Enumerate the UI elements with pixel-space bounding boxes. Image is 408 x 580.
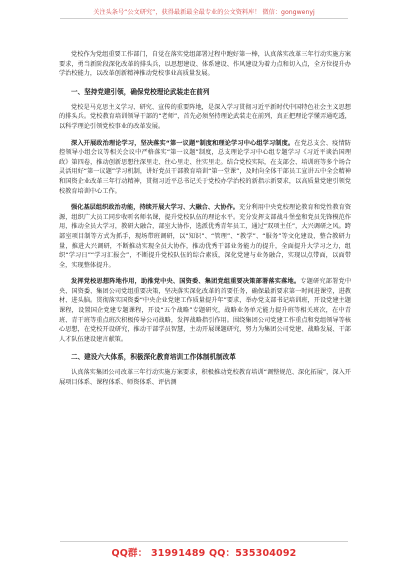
paragraph-reform: 认真落实集团公司改革三年行动实施方案要求，积极推动党校教育培训“调整规范、深化拓展”，深入开展项目体系、课程体系、师资体系、评估测 xyxy=(59,369,351,387)
document-body xyxy=(59,50,351,395)
paragraph-grassroots xyxy=(59,203,351,270)
footer-divider xyxy=(60,541,348,542)
paragraph-intro: 党校作为党组重要工作部门，自觉在落实党组部署过程中跑好第一棒，认真落实改革三年行动实施方案要求，勇当新阶段深化改革的排头兵，以思想建设、体系建设、作风建设为着力点和切入点，全方位提升办学治校能力，以改革创新精神推动党校事业高质量发展。 xyxy=(59,51,351,78)
paragraph-party-school: 党校是马克思主义学习、研究、宣传的重要阵地，是深入学习贯彻习近平新时代中国特色社会主义思想的排头兵。党校教育培训领导干部的“老师”，首先必须坚持理论武装走在前列，真正把理论学懂弄通吃透，以科学理论引领党校事业的改革发展。 xyxy=(59,103,351,130)
paragraph-ideology-front xyxy=(59,277,351,344)
paragraph-grassroots-lead: 强化基层组织政治功能，持续开展大学习、大融合、大协作。 xyxy=(71,204,240,212)
section-heading-1: 一、坚持党建引领，确保党校理论武装走在前列 xyxy=(71,87,210,96)
header-divider xyxy=(60,18,348,19)
paragraph-ideology-front-text: 专题研究部署党中央、国资委、集团公司党组重要决策，坚决落实深化改革的首要任务，确保最新要求第一时间进课堂，进教材、进头脑。贯彻落实国资委“中央企业党建工作质量提升年”要求，举办党支部书记培训班，开设党建主题课程，设置国企党建专题课程，开设“五个战略”专题研究，战略业务单元能力提升班等相关班次，在中青班、青干班等重点班次积极传导公司战略，发挥战略指引作用。围绕集团公司党建工作重点和党组领导等核心思想，在党校开设研究，推动干部学员智慧，主动开展课题研究，努力为集团公司党建、战略发展、干部人才队伍建设建言献策。 xyxy=(59,278,352,343)
paragraph-grassroots-text: 充分利用中央党校理论教育和党性教育资源，组织广大员工同步收听名师名课，提升党校队伍的理论水平。充分发挥支部战斗堡垒和党员先锋模范作用，推动全员大学习，教研大融合，部室大协作，选派优秀青年员工，通过“双项主任”，大兴调研之风。跨部室项目制等方式为抓手，现场带班调研，以“知识”、“管理”、“教学”、“服务”等文化建设，整合教研力量，推进大兴调研，不断推动实现全员大协作，推动优秀干部业务能力的提升，全面提升大学习之力，组织“学习日”“学习汇报会”，不断提升党校队伍的综合素质，深化党建与业务融合，实现以点带面，以面带全，实现整体提升。 xyxy=(59,204,352,269)
paragraph-theory-study-text: 在党总支会、疫情防控领导小组会议等相关会议中严格落实“第一议题”制度，总支理论学习中心组专题学习《习近平谈治国理政》第四卷，推动创新思想往深里走、往心里走、往实里走。结合党校实际，在支部会、培训班等多个场合灵活用好“第一议题”学习机制，讲好党员干部教育培训“第一堂课”，及时向全体干部员工宣讲五中全会精神和国资企业改革三年行动精神，贯彻习近平总书记关于党校办学治校的新指示新要求，以高质量党建引领党校教育培训中心工作。 xyxy=(59,139,351,195)
paragraph-theory-study-lead: 深入开展政治理论学习，坚决落实“第一议题”制度和理论学习中心组学习制度。 xyxy=(71,139,295,147)
paragraph-ideology-front-lead: 发挥党校思想阵地作用，助推党中央、国资委、集团党组重要决策部署落实落地。 xyxy=(71,278,301,286)
footer-contact: QQ群： 31991489 QQ：535304092 xyxy=(111,548,297,559)
paragraph-theory-study xyxy=(59,139,351,197)
section-heading-2: 二、建设六大体系，积极深化教育培训工作体制机制改革 xyxy=(71,353,236,362)
header-banner: 关注头条号“公文研究”，获得最新最全最专业的公文资料库！ 微信：gongwenyj xyxy=(93,9,315,16)
